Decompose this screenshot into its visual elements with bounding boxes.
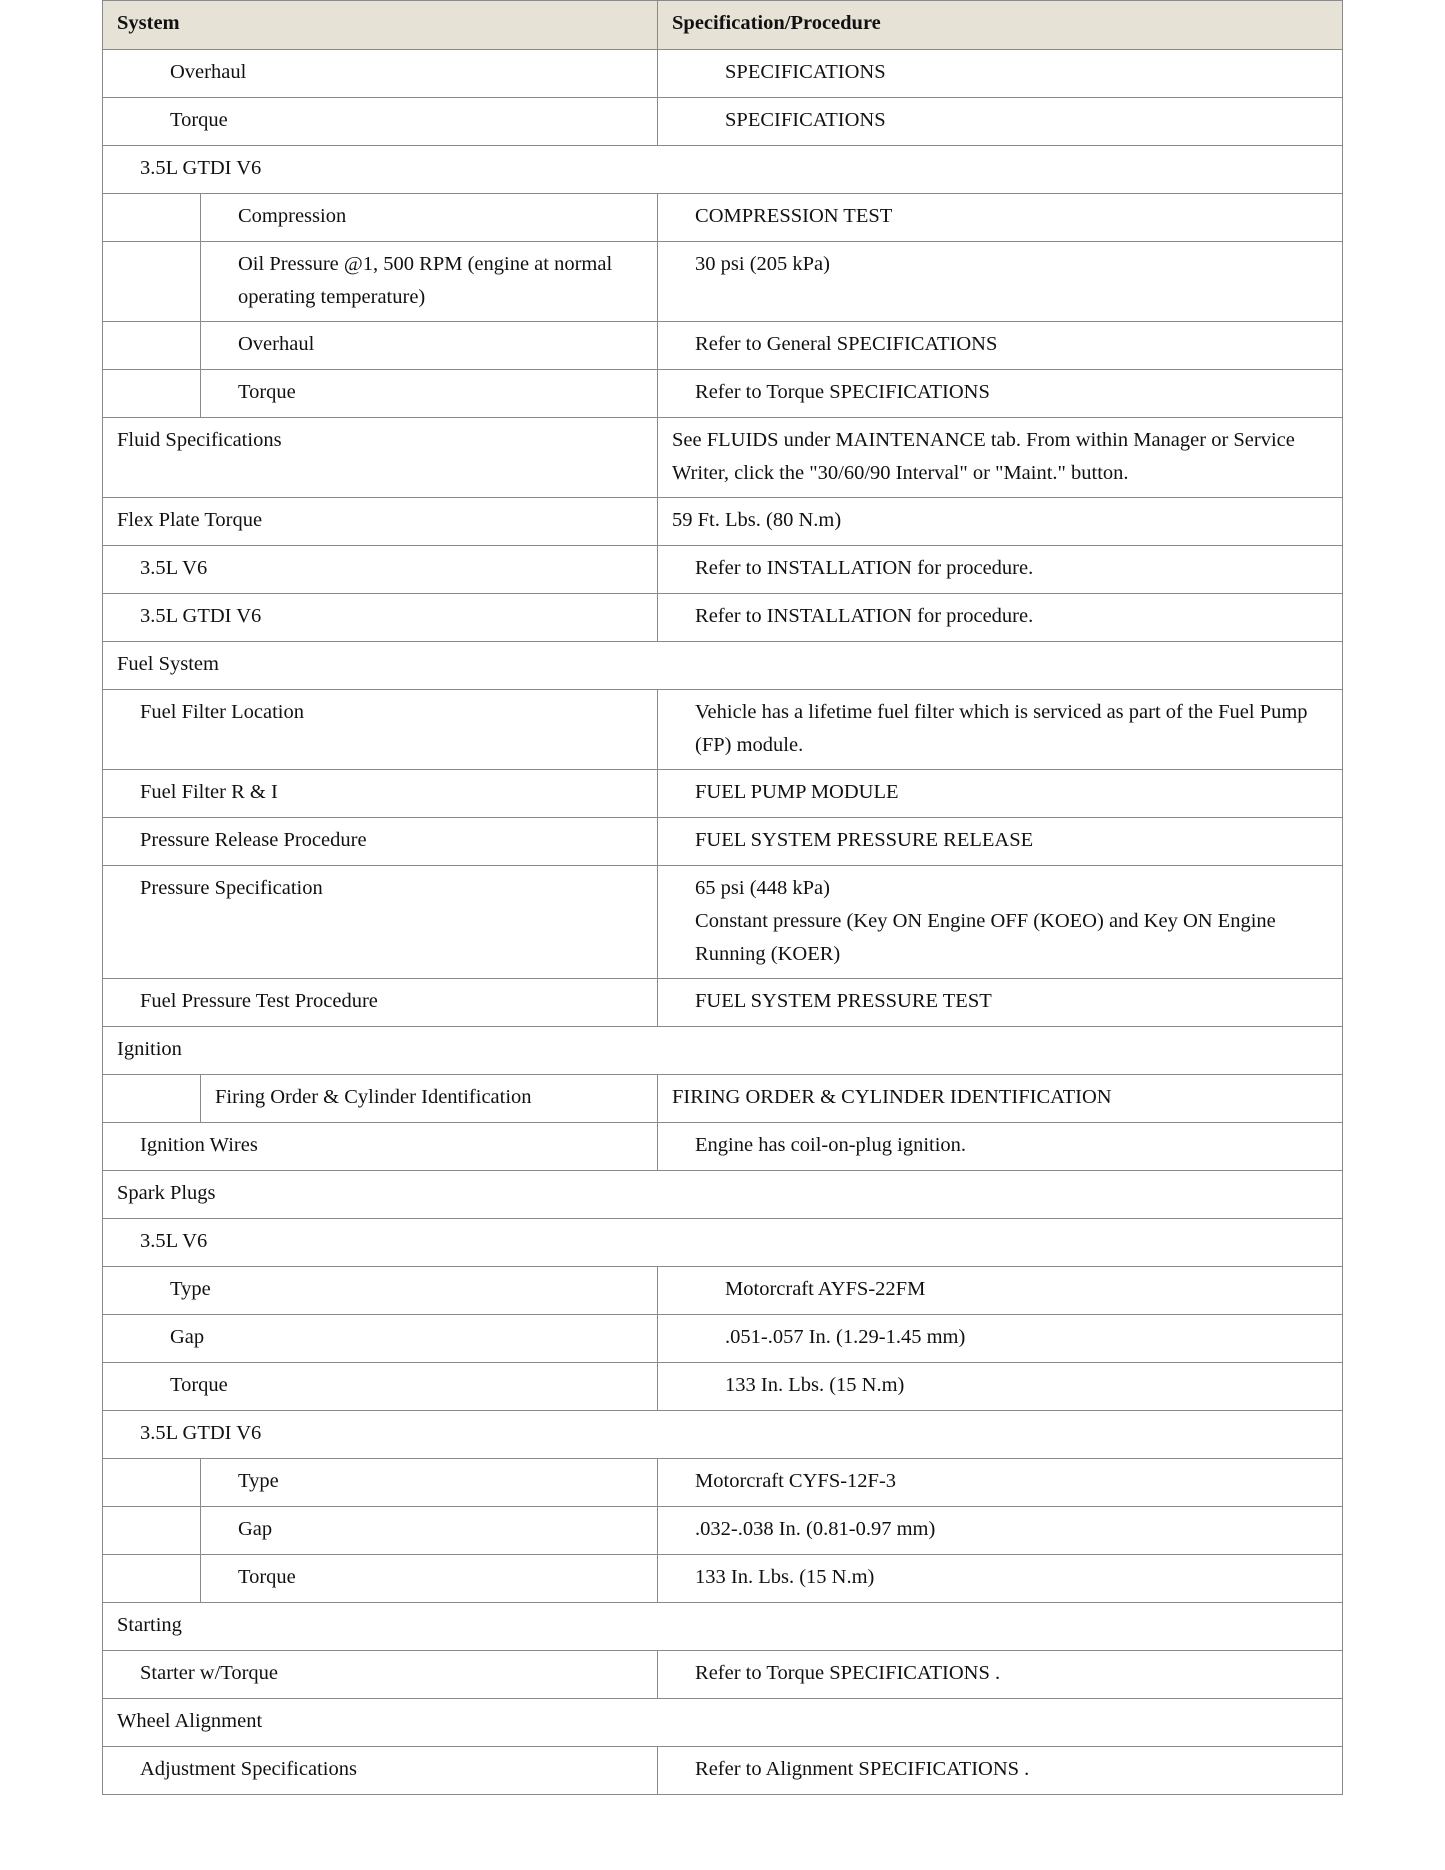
table-row: [103, 418, 1343, 498]
row-spec: Refer to Torque SPECIFICATIONS .: [658, 1651, 1343, 1699]
row-spec: See FLUIDS under MAINTENANCE tab. From within Manager or Service Writer, click the "30/60/90 Interval" or "Maint." button.: [658, 418, 1343, 498]
row-system: Type: [103, 1267, 658, 1315]
table-section-row: [103, 1699, 1343, 1747]
row-spec: Motorcraft AYFS-22FM: [658, 1267, 1343, 1315]
row-section: Starting: [103, 1603, 1343, 1651]
row-spec: SPECIFICATIONS: [658, 98, 1343, 146]
indent-cell: [103, 1507, 201, 1555]
table-row: [103, 1123, 1343, 1171]
row-system: Fuel Pressure Test Procedure: [103, 979, 658, 1027]
table-row: [103, 690, 1343, 770]
row-section: Fuel System: [103, 642, 1343, 690]
row-system: Torque: [201, 1555, 658, 1603]
spec-line: Constant pressure (Key ON Engine OFF (KOEO) and Key ON Engine Running (KOER): [695, 910, 1276, 965]
table-section-row: [103, 1027, 1343, 1075]
table-row: [103, 1363, 1343, 1411]
table-row: [103, 1315, 1343, 1363]
table-row: [103, 322, 1343, 370]
row-system: Fuel Filter Location: [103, 690, 658, 770]
table-row: [103, 1555, 1343, 1603]
row-spec: 30 psi (205 kPa): [658, 242, 1343, 322]
row-system: 3.5L V6: [103, 546, 658, 594]
row-section: 3.5L GTDI V6: [103, 1411, 1343, 1459]
row-spec: COMPRESSION TEST: [658, 194, 1343, 242]
row-section: 3.5L V6: [103, 1219, 1343, 1267]
row-system: Adjustment Specifications: [103, 1747, 658, 1795]
indent-cell: [103, 370, 201, 418]
row-system: Overhaul: [201, 322, 658, 370]
row-system: Torque: [103, 1363, 658, 1411]
table-row: [103, 1747, 1343, 1795]
row-system: Gap: [201, 1507, 658, 1555]
row-system: Torque: [103, 98, 658, 146]
row-spec: .051-.057 In. (1.29-1.45 mm): [658, 1315, 1343, 1363]
row-spec: FUEL SYSTEM PRESSURE TEST: [658, 979, 1343, 1027]
row-system: Compression: [201, 194, 658, 242]
table-section-row: [103, 1171, 1343, 1219]
table-row: [103, 818, 1343, 866]
row-section: 3.5L GTDI V6: [103, 146, 1343, 194]
row-system: Overhaul: [103, 50, 658, 98]
table-row: [103, 594, 1343, 642]
row-spec: SPECIFICATIONS: [658, 50, 1343, 98]
table-row: [103, 498, 1343, 546]
table-section-row: [103, 1219, 1343, 1267]
table-section-row: [103, 1411, 1343, 1459]
table-row: [103, 98, 1343, 146]
indent-cell: [103, 1555, 201, 1603]
row-section: Wheel Alignment: [103, 1699, 1343, 1747]
table-row: [103, 546, 1343, 594]
indent-cell: [103, 242, 201, 322]
row-spec: Refer to Alignment SPECIFICATIONS .: [658, 1747, 1343, 1795]
row-spec: 133 In. Lbs. (15 N.m): [658, 1363, 1343, 1411]
row-spec: Refer to Torque SPECIFICATIONS: [658, 370, 1343, 418]
row-spec: Vehicle has a lifetime fuel filter which is serviced as part of the Fuel Pump (FP) module.: [658, 690, 1343, 770]
indent-cell: [103, 1075, 201, 1123]
table-section-row: [103, 1603, 1343, 1651]
row-system: Ignition Wires: [103, 1123, 658, 1171]
table-row: [103, 866, 1343, 979]
row-system: Pressure Specification: [103, 866, 658, 979]
row-spec: [658, 866, 1343, 979]
row-spec: Refer to General SPECIFICATIONS: [658, 322, 1343, 370]
row-system: Torque: [201, 370, 658, 418]
table-row: [103, 770, 1343, 818]
specifications-table: [102, 0, 1343, 1795]
row-spec: .032-.038 In. (0.81-0.97 mm): [658, 1507, 1343, 1555]
table-row: [103, 1459, 1343, 1507]
row-system: Fuel Filter R & I: [103, 770, 658, 818]
row-section: Spark Plugs: [103, 1171, 1343, 1219]
table-row: [103, 242, 1343, 322]
row-spec: 59 Ft. Lbs. (80 N.m): [658, 498, 1343, 546]
spec-line: 65 psi (448 kPa): [695, 877, 830, 899]
row-system: Gap: [103, 1315, 658, 1363]
row-spec: FIRING ORDER & CYLINDER IDENTIFICATION: [658, 1075, 1343, 1123]
table-row: [103, 979, 1343, 1027]
table-section-row: [103, 642, 1343, 690]
row-system: Flex Plate Torque: [103, 498, 658, 546]
row-system: Starter w/Torque: [103, 1651, 658, 1699]
row-system: Fluid Specifications: [103, 418, 658, 498]
row-system: 3.5L GTDI V6: [103, 594, 658, 642]
table-section-row: [103, 146, 1343, 194]
row-system: Oil Pressure @1, 500 RPM (engine at normal operating temperature): [201, 242, 658, 322]
table-row: [103, 194, 1343, 242]
indent-cell: [103, 1459, 201, 1507]
indent-cell: [103, 322, 201, 370]
row-section: Ignition: [103, 1027, 1343, 1075]
table-row: [103, 1075, 1343, 1123]
table-row: [103, 50, 1343, 98]
row-spec: Refer to INSTALLATION for procedure.: [658, 546, 1343, 594]
indent-cell: [103, 194, 201, 242]
table-row: [103, 370, 1343, 418]
table-row: [103, 1507, 1343, 1555]
row-spec: 133 In. Lbs. (15 N.m): [658, 1555, 1343, 1603]
row-spec: Refer to INSTALLATION for procedure.: [658, 594, 1343, 642]
table-row: [103, 1651, 1343, 1699]
row-spec: Engine has coil-on-plug ignition.: [658, 1123, 1343, 1171]
row-spec: FUEL PUMP MODULE: [658, 770, 1343, 818]
table-row: [103, 1267, 1343, 1315]
table-header-row: [103, 1, 1343, 50]
row-system: Type: [201, 1459, 658, 1507]
header-spec: Specification/Procedure: [658, 1, 1343, 50]
row-system: Firing Order & Cylinder Identification: [201, 1075, 658, 1123]
header-system: System: [103, 1, 658, 50]
row-spec: FUEL SYSTEM PRESSURE RELEASE: [658, 818, 1343, 866]
row-spec: Motorcraft CYFS-12F-3: [658, 1459, 1343, 1507]
row-system: Pressure Release Procedure: [103, 818, 658, 866]
